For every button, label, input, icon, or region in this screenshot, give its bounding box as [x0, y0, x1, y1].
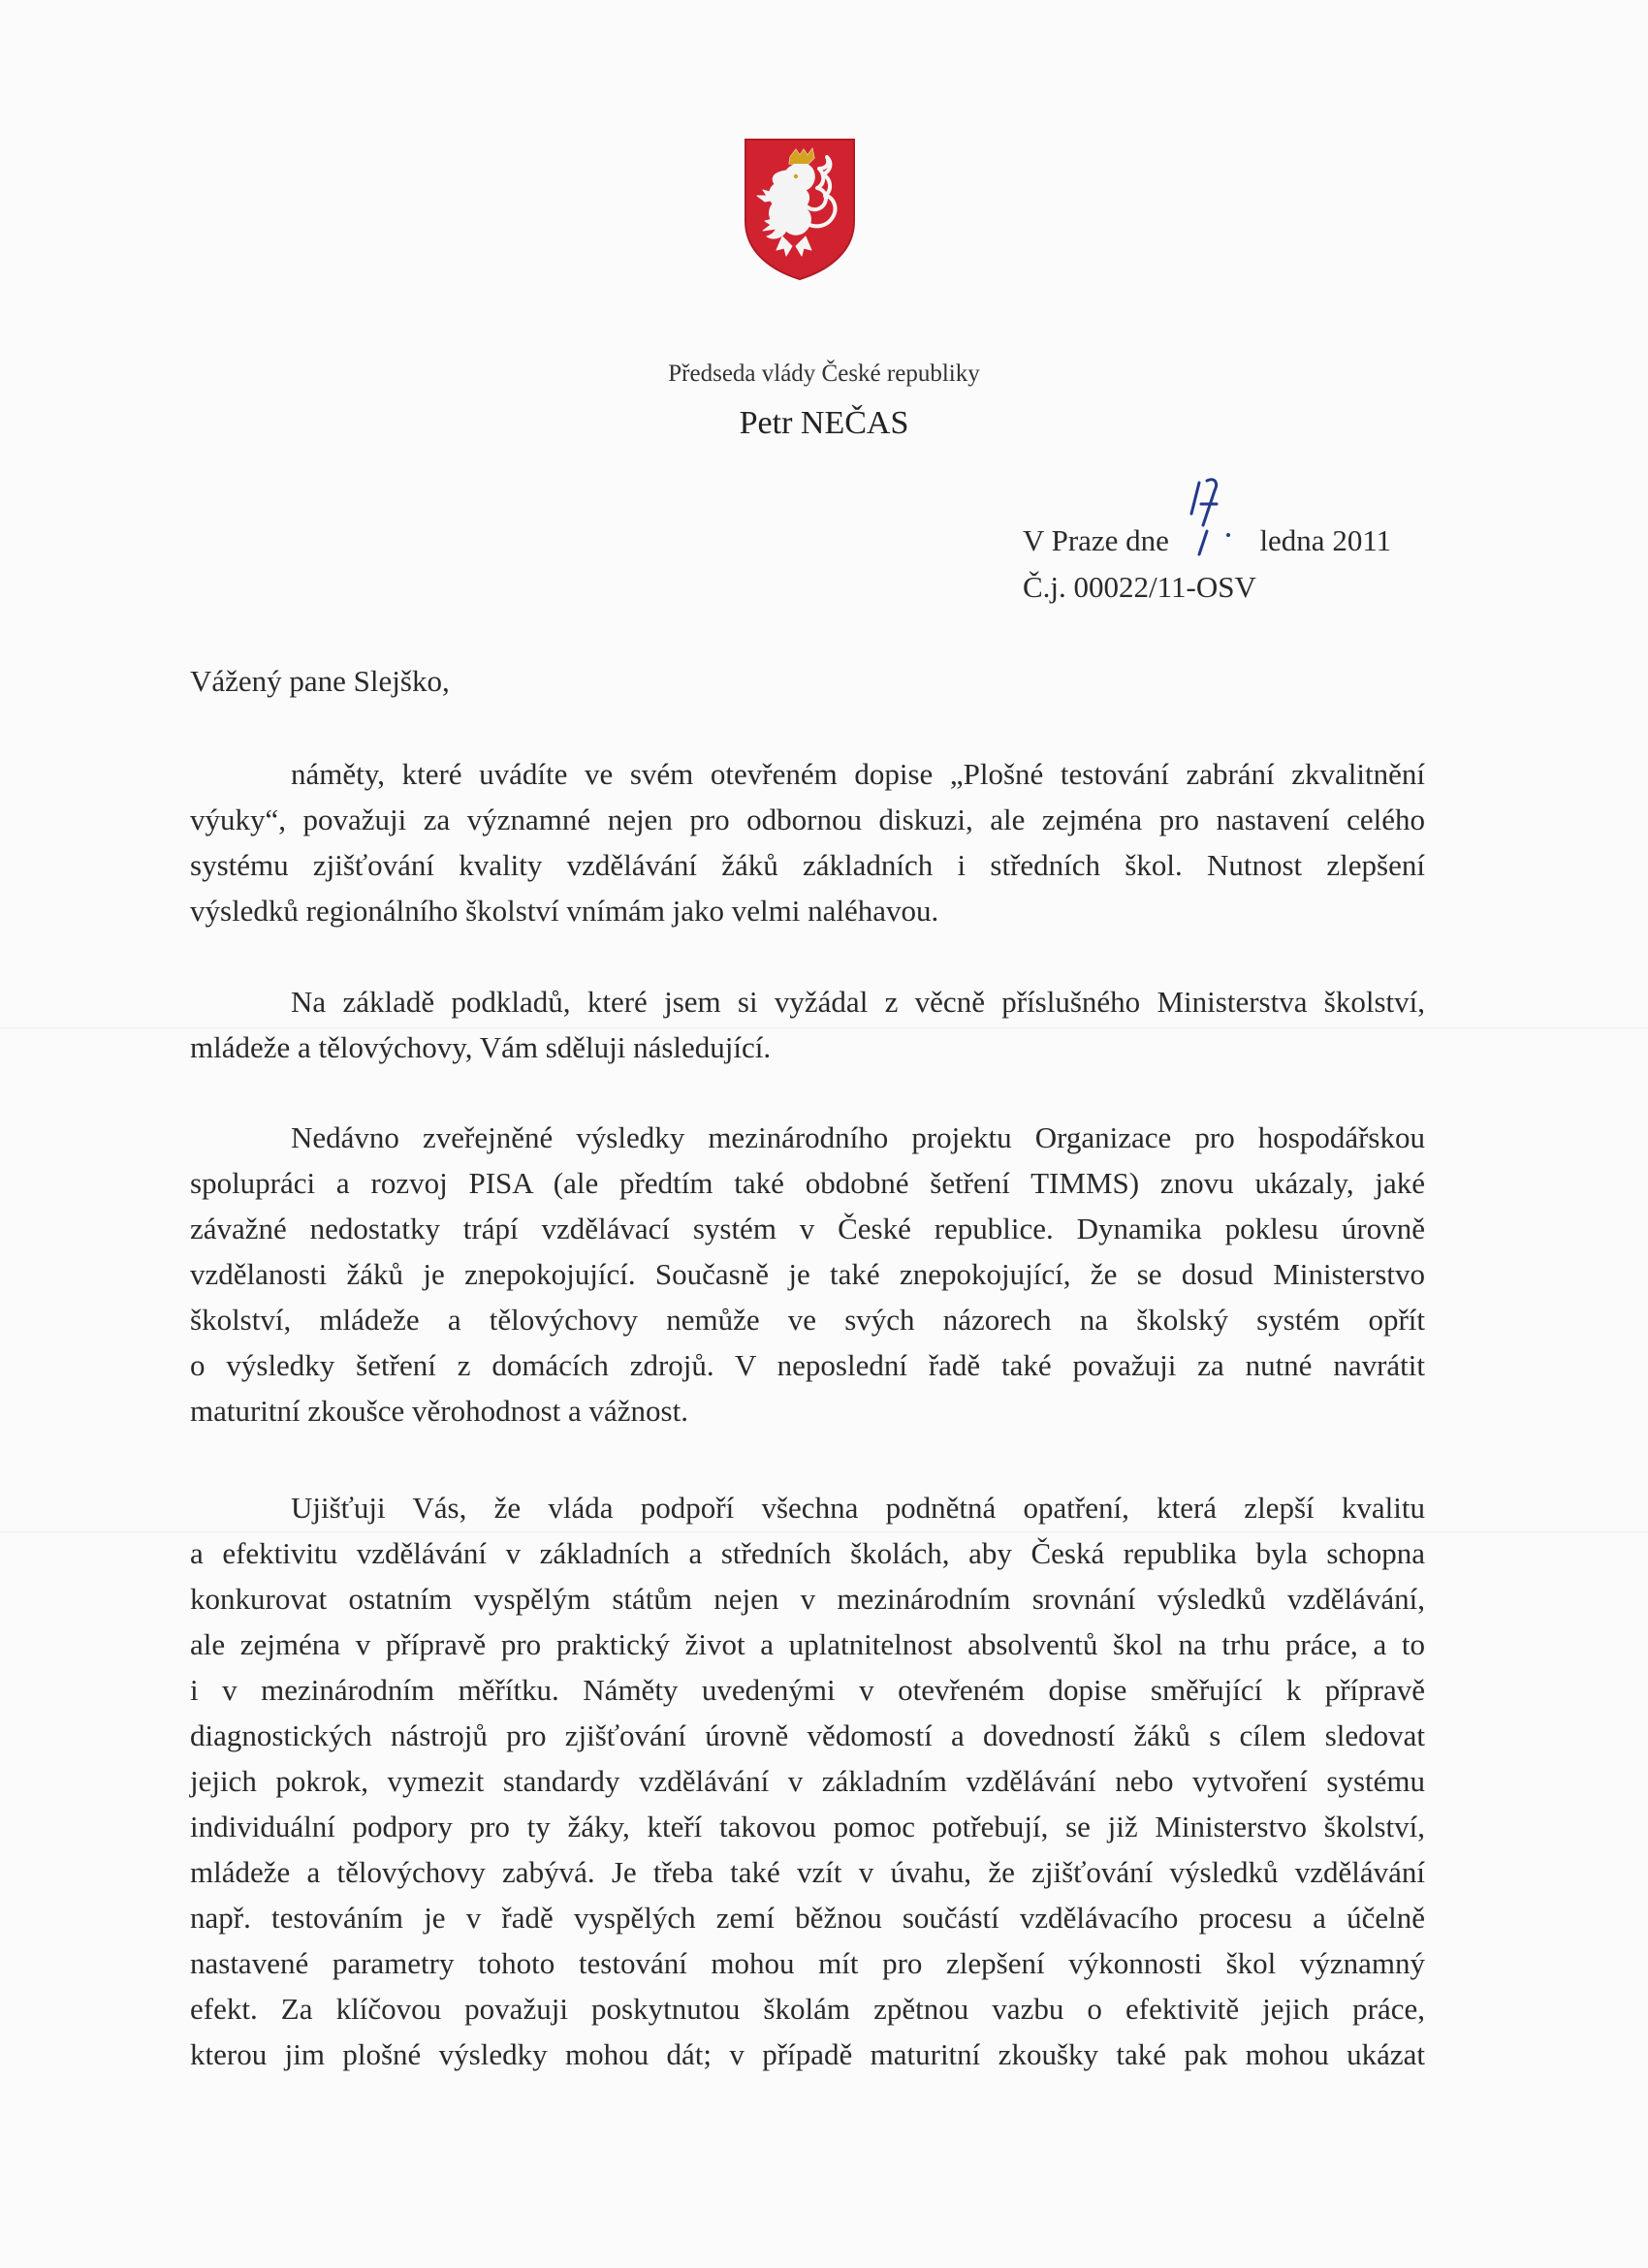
paragraph-line: mládeže a tělovýchovy zabývá. Je třeba také vzít v úvahu, že zjišťování výsledků vzdělávání	[190, 1855, 1425, 1889]
paragraph-line: Ujišťuji Vás, že vláda podpoří všechna podnětná opatření, která zlepší kvalitu	[291, 1491, 1425, 1525]
paragraph-line: spolupráci a rozvoj PISA (ale předtím také obdobné šetření TIMMS) znovu ukázaly, jaké	[190, 1166, 1425, 1200]
paragraph-line: závažné nedostatky trápí vzdělávací systém v České republice. Dynamika poklesu úrovně	[190, 1212, 1425, 1245]
paragraph-line: Nedávno zveřejněné výsledky mezinárodního projektu Organizace pro hospodářskou	[291, 1120, 1425, 1154]
paragraph-line: i v mezinárodním měřítku. Náměty uvedenými v otevřeném dopise směřující k přípravě	[190, 1673, 1425, 1707]
paragraph-line: např. testováním je v řadě vyspělých zemí běžnou součástí vzdělávacího procesu a účelně	[190, 1901, 1425, 1935]
paragraph-line: efekt. Za klíčovou považuji poskytnutou školám zpětnou vazbu o efektivitě jejich práce,	[190, 1992, 1425, 2026]
salutation: Vážený pane Slejško,	[190, 664, 450, 698]
paragraph-line: výuky“, považuji za významné nejen pro odbornou diskuzi, ale zejména pro nastavení celého	[190, 803, 1425, 836]
paragraph-line: ale zejména v přípravě pro praktický život a uplatnitelnost absolventů škol na trhu práce, a to	[190, 1627, 1425, 1661]
paragraph-line: jejich pokrok, vymezit standardy vzdělávání v základním vzdělávání nebo vytvoření systému	[190, 1764, 1425, 1798]
date-suffix: ledna 2011	[1259, 523, 1392, 557]
paragraph-line: systému zjišťování kvality vzdělávání žáků základních i středních škol. Nutnost zlepšení	[190, 848, 1425, 882]
paragraph-line: náměty, které uvádíte ve svém otevřeném dopise „Plošné testování zabrání zkvalitnění	[291, 757, 1425, 791]
paragraph-4	[190, 1485, 1425, 2077]
sender-name: Petr NEČAS	[739, 405, 909, 441]
paragraph-line: kterou jim plošné výsledky mohou dát; v případě maturitní zkoušky také pak mohou ukázat	[190, 2037, 1425, 2071]
paragraph-line: vzdělanosti žáků je znepokojující. Současně je také znepokojující, že se dosud Ministerstvo	[190, 1257, 1425, 1291]
paragraph-line: maturitní zkoušce věrohodnost a vážnost.	[190, 1394, 688, 1428]
paragraph-line: výsledků regionálního školství vnímám jako velmi naléhavou.	[190, 894, 939, 928]
coat-of-arms-icon	[742, 136, 858, 281]
paragraph-line: mládeže a tělovýchovy, Vám sděluji následující.	[190, 1030, 772, 1064]
paragraph-line: školství, mládeže a tělovýchovy nemůže ve svých názorech na školský systém opřít	[190, 1303, 1425, 1337]
office-title: Předseda vlády České republiky	[668, 361, 980, 387]
paragraph-line: diagnostických nástrojů pro zjišťování úrovně vědomostí a dovedností žáků s cílem sledovat	[190, 1718, 1425, 1752]
paragraph-2	[190, 979, 1425, 1070]
paragraph-line: nastavené parametry tohoto testování mohou mít pro zlepšení výkonnosti škol významný	[190, 1946, 1425, 1980]
paragraph-line: a efektivitu vzdělávání v základních a středních školách, aby Česká republika byla schopna	[190, 1536, 1425, 1570]
paragraph-line: konkurovat ostatním vyspělým státům nejen v mezinárodním srovnání výsledků vzdělávání,	[190, 1582, 1425, 1616]
paragraph-1	[190, 751, 1425, 933]
handwritten-day	[1178, 475, 1236, 557]
reference-number: Č.j. 00022/11-OSV	[1023, 570, 1256, 604]
paragraph-line: Na základě podkladů, které jsem si vyžádal z věcně příslušného Ministerstva školství,	[291, 985, 1425, 1019]
date-prefix: V Praze dne	[1023, 523, 1169, 557]
paragraph-3	[190, 1115, 1425, 1433]
paragraph-line: individuální podpory pro ty žáky, kteří takovou pomoc potřebují, se již Ministerstvo školství,	[190, 1810, 1425, 1843]
paragraph-line: o výsledky šetření z domácích zdrojů. V neposlední řadě také považuji za nutné navrátit	[190, 1348, 1425, 1382]
